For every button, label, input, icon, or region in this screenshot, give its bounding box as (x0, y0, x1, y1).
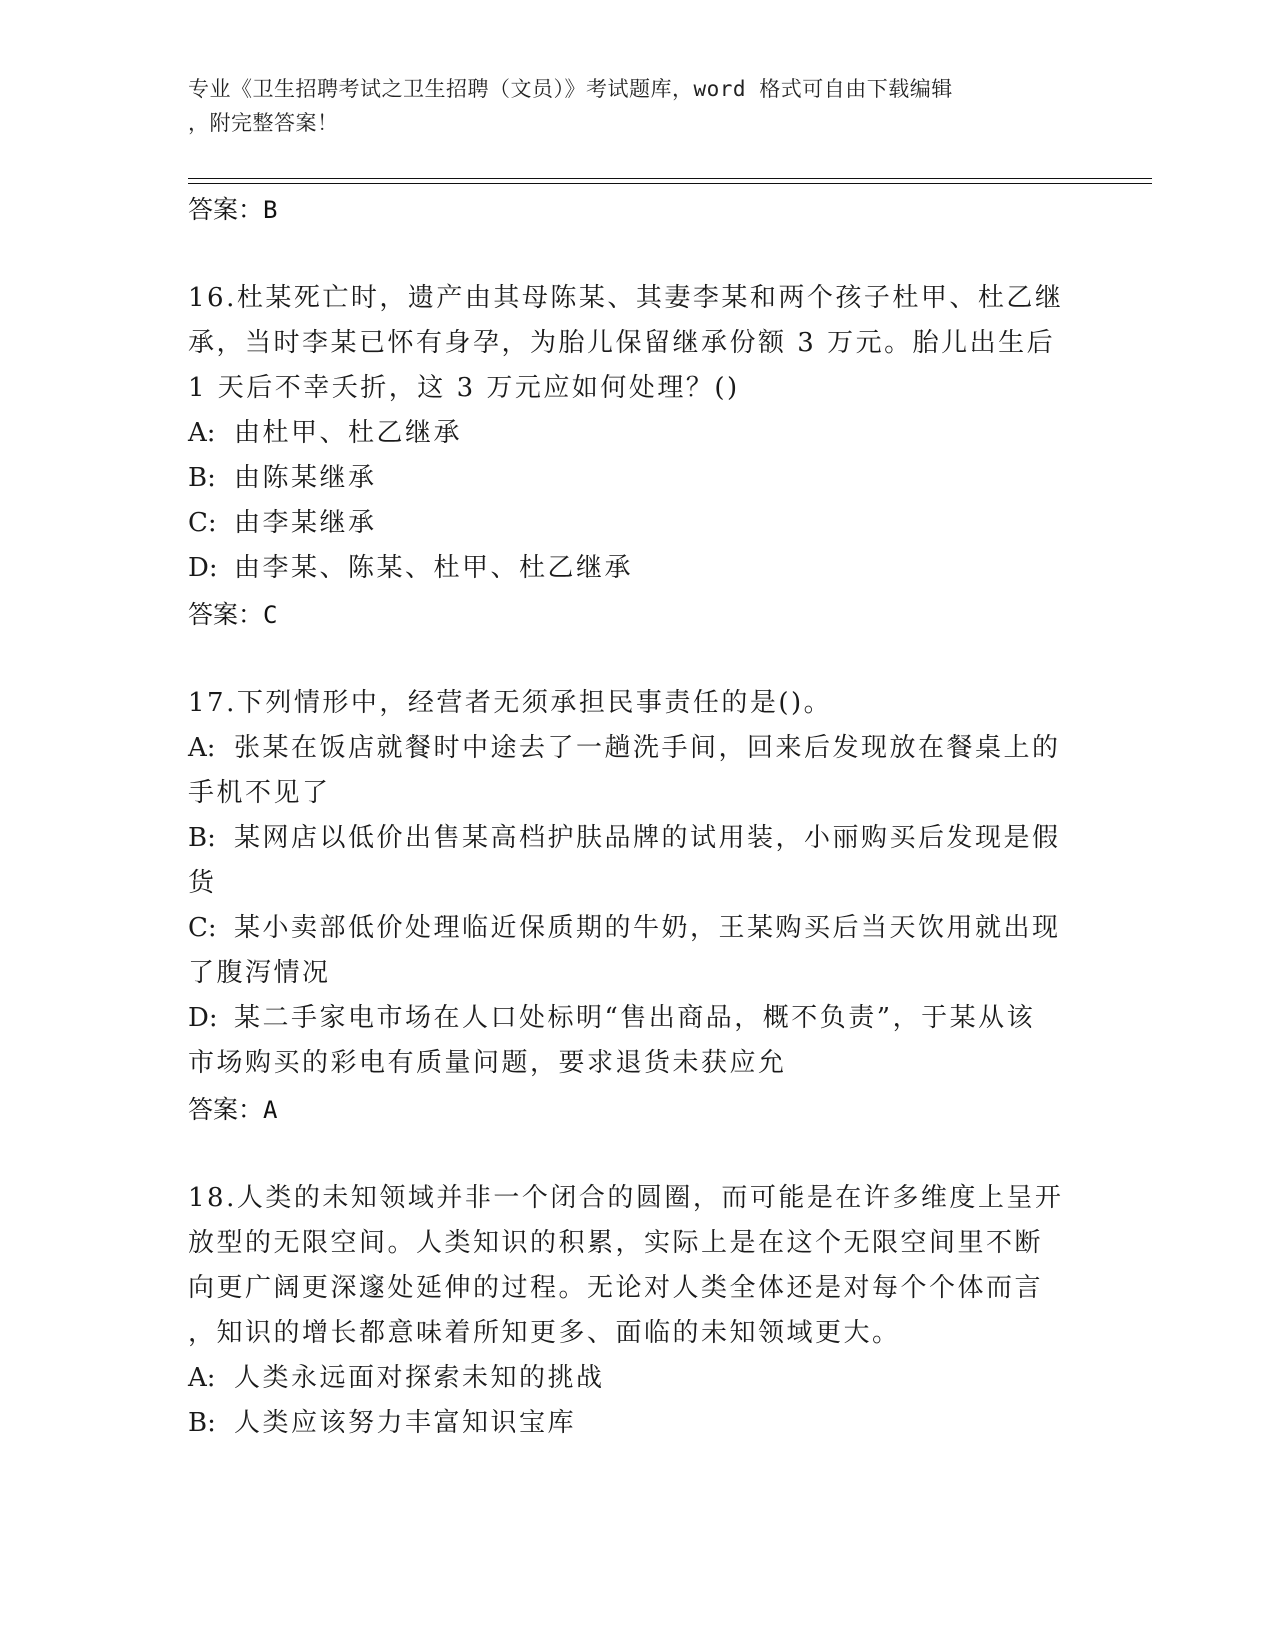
answer-value: A (263, 1096, 278, 1124)
question-17 (188, 681, 1088, 1134)
question-text-line: 18.人类的未知领域并非一个闭合的圆圈，而可能是在许多维度上呈开 (188, 1183, 1064, 1213)
header-rule-bottom (188, 183, 1152, 184)
option-continuation: 手机不见了 (188, 778, 331, 808)
option-b (188, 1401, 1088, 1446)
option-a (188, 411, 1088, 456)
option-continuation: 市场购买的彩电有质量问题，要求退货未获应允 (188, 1048, 787, 1078)
option-text: 由李某、陈某、杜甲、杜乙继承 (234, 553, 634, 583)
option-key: B: (188, 823, 216, 853)
option-key: A: (188, 418, 216, 448)
header-line-1: 专业《卫生招聘考试之卫生招聘（文员）》考试题库，word 格式可自由下载编辑 (188, 77, 953, 101)
option-text: 人类永远面对探索未知的挑战 (234, 1363, 605, 1393)
option-key: C: (188, 913, 217, 943)
option-c (188, 501, 1088, 546)
answer-line-prev (188, 186, 1088, 234)
option-text: 人类应该努力丰富知识宝库 (234, 1408, 577, 1438)
option-key: A: (188, 733, 216, 763)
option-continuation: 货 (188, 868, 217, 898)
option-key: B: (188, 463, 216, 493)
option-continuation: 了腹泻情况 (188, 958, 331, 988)
option-key: B: (188, 1408, 216, 1438)
option-text: 由李某继承 (234, 508, 377, 538)
header-line-2: ，附完整答案！ (188, 111, 339, 135)
option-b (188, 816, 1088, 861)
answer-line (188, 591, 1088, 639)
option-key: A: (188, 1363, 216, 1393)
question-text-line: 放型的无限空间。人类知识的积累，实际上是在这个无限空间里不断 (188, 1228, 1044, 1258)
question-text-line: 17.下列情形中，经营者无须承担民事责任的是()。 (188, 688, 833, 718)
answer-label: 答案： (188, 600, 264, 629)
option-text: 某网店以低价出售某高档护肤品牌的试用装，小丽购买后发现是假 (234, 823, 1061, 853)
question-text-line: 16.杜某死亡时，遗产由其母陈某、其妻李某和两个孩子杜甲、杜乙继 (188, 283, 1064, 313)
option-text: 某二手家电市场在人口处标明“售出商品，概不负责”，于某从该 (234, 1003, 1036, 1033)
option-d (188, 996, 1088, 1041)
option-text: 张某在饭店就餐时中途去了一趟洗手间，回来后发现放在餐桌上的 (234, 733, 1061, 763)
option-text: 由杜甲、杜乙继承 (234, 418, 463, 448)
option-text: 某小卖部低价处理临近保质期的牛奶，王某购买后当天饮用就出现 (234, 913, 1061, 943)
answer-value: C (263, 601, 278, 629)
document-header (188, 72, 1088, 140)
answer-label: 答案： (188, 1095, 264, 1124)
header-rule-top (188, 178, 1152, 179)
answer-label: 答案： (188, 195, 264, 224)
option-key: D: (188, 1003, 218, 1033)
option-c (188, 906, 1088, 951)
question-text-line: 向更广阔更深邃处延伸的过程。无论对人类全体还是对每个个体而言 (188, 1273, 1044, 1303)
option-key: D: (188, 553, 218, 583)
question-text-line: 承，当时李某已怀有身孕，为胎儿保留继承份额 3 万元。胎儿出生后 (188, 328, 1056, 358)
option-d (188, 546, 1088, 591)
question-text-line: 1 天后不幸夭折，这 3 万元应如何处理？() (188, 373, 740, 403)
question-18 (188, 1176, 1088, 1446)
question-16 (188, 276, 1088, 639)
option-key: C: (188, 508, 217, 538)
option-a (188, 726, 1088, 771)
option-b (188, 456, 1088, 501)
answer-value: B (263, 196, 278, 224)
document-body (188, 186, 1088, 1446)
option-a (188, 1356, 1088, 1401)
question-text-line: ，知识的增长都意味着所知更多、面临的未知领域更大。 (188, 1318, 901, 1348)
option-text: 由陈某继承 (234, 463, 377, 493)
answer-line (188, 1086, 1088, 1134)
